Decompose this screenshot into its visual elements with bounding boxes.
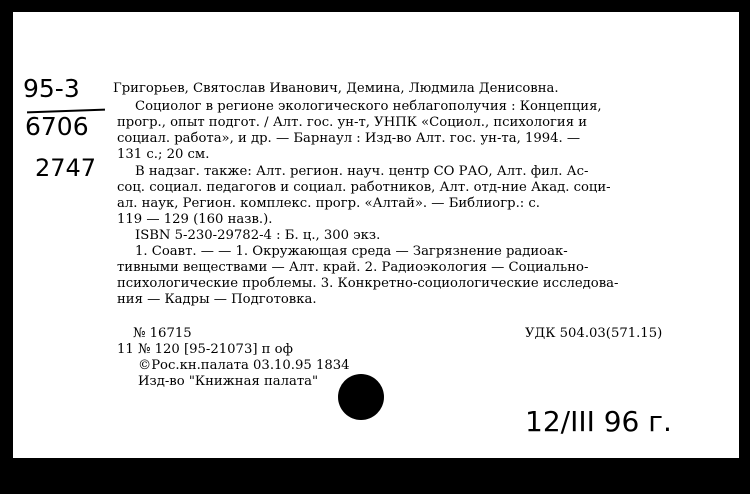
copyright-line: ©Рос.кн.палата 03.10.95 1834 (138, 358, 350, 373)
body-line: социал. работа», и др. — Барнаул : Изд-во Алт. гос. ун-та, 1994. — (117, 131, 581, 146)
index-line: 11 № 120 [95-21073] п оф (117, 342, 293, 357)
isbn-line: ISBN 5-230-29782-4 : Б. ц., 300 экз. (135, 228, 381, 243)
subject-line: психологические проблемы. 3. Конкретно-социологические исследова- (117, 276, 619, 291)
subject-line: ния — Кадры — Подготовка. (117, 292, 317, 307)
entry-heading: Григорьев, Святослав Иванович, Демина, Людмила Денисовна. (113, 81, 559, 96)
catalog-card (13, 12, 739, 458)
body-line: 131 с.; 20 см. (117, 147, 210, 162)
record-number: № 16715 (133, 326, 192, 341)
note-line: В надзаг. также: Алт. регион. науч. центр СО РАО, Алт. фил. Ас- (135, 164, 589, 179)
body-line: Социолог в регионе экологического неблагополучия : Концепция, (135, 99, 602, 114)
punch-hole (338, 374, 384, 420)
publisher-line: Изд-во "Книжная палата" (138, 374, 319, 389)
udc-code: УДК 504.03(571.15) (525, 326, 663, 341)
handwritten-date: 12/III 96 г. (525, 405, 672, 438)
shelf-mark-bottom: 6706 (25, 112, 89, 141)
handwritten-number: 2747 (35, 154, 97, 182)
shelf-mark-top: 95-3 (23, 74, 80, 103)
subject-line: 1. Соавт. — — 1. Окружающая среда — Загрязнение радиоак- (135, 244, 568, 259)
note-line: соц. социал. педагогов и социал. работников, Алт. отд-ние Акад. соци- (117, 180, 611, 195)
subject-line: тивными веществами — Алт. край. 2. Радиоэкология — Социально- (117, 260, 589, 275)
note-line: ал. наук, Регион. комплекс. прогр. «Алтай». — Библиогр.: с. (117, 196, 540, 211)
note-line: 119 — 129 (160 назв.). (117, 212, 273, 227)
body-line: прогр., опыт подгот. / Алт. гос. ун-т, УНПК «Социол., психология и (117, 115, 588, 130)
